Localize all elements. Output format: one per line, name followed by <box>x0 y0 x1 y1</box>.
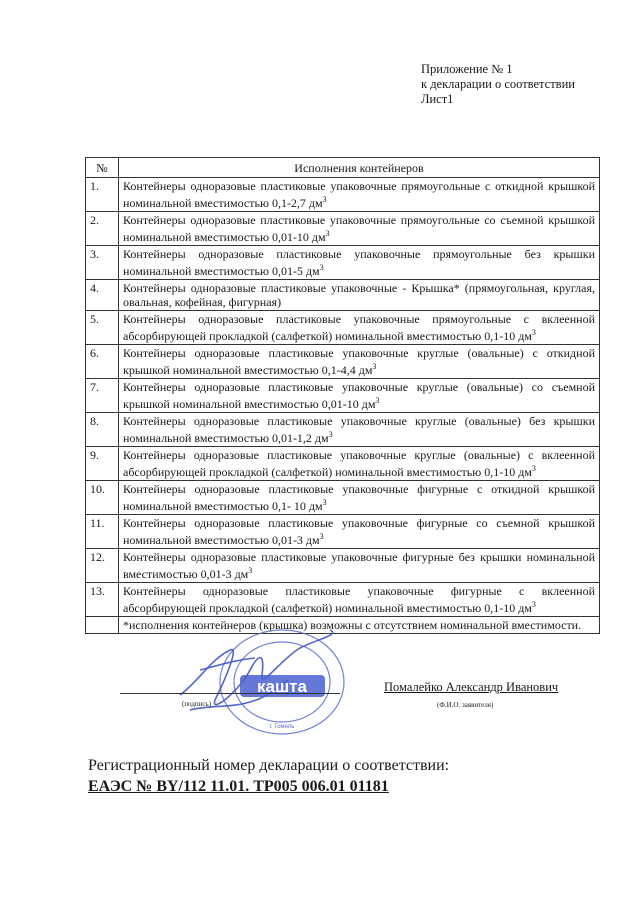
row-description-text: Контейнеры одноразовые пластиковые упаковочные прямоугольные без крышки номинальной вместимостью 0,01-5 дм <box>123 247 595 278</box>
row-number: 2. <box>86 212 119 246</box>
appendix-title: Приложение № 1 <box>421 62 513 76</box>
signature-caption: (подпись) <box>182 700 212 708</box>
sheet-label: Лист1 <box>421 92 454 106</box>
row-number: 3. <box>86 246 119 280</box>
row-description-text: Контейнеры одноразовые пластиковые упаковочные круглые (овальные) с откидной крышкой номинальной вместимостью 0,1-4,4 дм <box>123 346 595 377</box>
row-number: 4. <box>86 280 119 311</box>
unit-exponent: 3 <box>325 229 330 238</box>
table-row <box>86 515 600 549</box>
table-row <box>86 549 600 583</box>
row-number: 7. <box>86 379 119 413</box>
unit-exponent: 3 <box>248 566 253 575</box>
row-description <box>119 345 600 379</box>
unit-exponent: 3 <box>319 532 324 541</box>
table-row <box>86 246 600 280</box>
table-row <box>86 280 600 311</box>
unit-exponent: 3 <box>322 195 327 204</box>
row-description <box>119 280 600 311</box>
table-row <box>86 481 600 515</box>
row-number: 10. <box>86 481 119 515</box>
row-number: 5. <box>86 311 119 345</box>
registration-number: ЕАЭС № BY/112 11.01. ТР005 006.01 01181 <box>88 778 389 795</box>
appendix-subtitle: к декларации о соответствии <box>421 77 575 91</box>
row-description <box>119 413 600 447</box>
table-row <box>86 413 600 447</box>
column-header-number: № <box>86 158 119 178</box>
appendix-header <box>421 62 575 107</box>
table-row <box>86 447 600 481</box>
unit-exponent: 3 <box>531 464 536 473</box>
unit-exponent: 3 <box>328 430 333 439</box>
row-number <box>86 617 119 634</box>
row-description-text: Контейнеры одноразовые пластиковые упаковочные фигурные без крышки номинальной вместимостью 0,01-3 дм <box>123 550 595 581</box>
stamp-logo-text: кашта <box>257 677 307 696</box>
row-description-text: Контейнеры одноразовые пластиковые упаковочные круглые (овальные) со съемной крышкой номинальной вместимостью 0,01-10 дм <box>123 380 595 411</box>
handwritten-signature <box>180 630 333 710</box>
row-description <box>119 178 600 212</box>
row-number: 1. <box>86 178 119 212</box>
row-description-text: Контейнеры одноразовые пластиковые упаковочные - Крышка* (прямоугольная, круглая, овальная, кофейная, фигурная) <box>123 281 595 309</box>
row-description <box>119 311 600 345</box>
row-description <box>119 549 600 583</box>
row-number: 6. <box>86 345 119 379</box>
row-description <box>119 583 600 617</box>
row-number: 8. <box>86 413 119 447</box>
row-description-text: Контейнеры одноразовые пластиковые упаковочные прямоугольные со съемной крышкой номинальной вместимостью 0,01-10 дм <box>123 213 595 244</box>
table-header-row <box>86 158 600 178</box>
unit-exponent: 3 <box>531 600 536 609</box>
containers-table <box>85 157 600 634</box>
row-description-text: *исполнения контейнеров (крышка) возможны с отсутствием номинальной вместимости. <box>123 618 582 632</box>
signer-name: Помалейко Александр Иванович <box>384 680 559 694</box>
unit-exponent: 3 <box>531 328 536 337</box>
row-description-text: Контейнеры одноразовые пластиковые упаковочные фигурные с откидной крышкой номинальной вместимостью 0,1- 10 дм <box>123 482 595 513</box>
row-description-text: Контейнеры одноразовые пластиковые упаковочные фигурные со съемной крышкой номинальной вместимостью 0,01-3 дм <box>123 516 595 547</box>
row-description-text: Контейнеры одноразовые пластиковые упаковочные фигурные с вклеенной абсорбирующей прокладкой (салфеткой) номинальной вместимостью 0,1-10 дм <box>123 584 595 615</box>
column-header-description: Исполнения контейнеров <box>119 158 600 178</box>
table-row <box>86 311 600 345</box>
row-description-text: Контейнеры одноразовые пластиковые упаковочные прямоугольные с откидной крышкой номинальной вместимостью 0,1-2,7 дм <box>123 179 595 210</box>
unit-exponent: 3 <box>372 362 377 371</box>
row-number: 12. <box>86 549 119 583</box>
table-row <box>86 178 600 212</box>
row-description <box>119 447 600 481</box>
registration-label: Регистрационный номер декларации о соответствии: <box>88 757 450 774</box>
row-description <box>119 212 600 246</box>
stamp-city-text: г. Гомель <box>269 724 295 730</box>
unit-exponent: 3 <box>319 263 324 272</box>
table-row <box>86 379 600 413</box>
table-row <box>86 345 600 379</box>
table-row <box>86 583 600 617</box>
row-description <box>119 515 600 549</box>
row-description <box>119 379 600 413</box>
row-description <box>119 481 600 515</box>
signer-caption: (Ф.И.О. заявителя) <box>437 701 494 709</box>
unit-exponent: 3 <box>375 396 380 405</box>
row-description <box>119 246 600 280</box>
unit-exponent: 3 <box>322 498 327 507</box>
row-description-text: Контейнеры одноразовые пластиковые упаковочные прямоугольные с вклеенной абсорбирующей прокладкой (салфеткой) номинальной вместимостью 0,1-10 дм <box>123 312 595 343</box>
company-stamp <box>170 620 390 740</box>
row-description-text: Контейнеры одноразовые пластиковые упаковочные круглые (овальные) без крышки номинальной вместимостью 0,01-1,2 дм <box>123 414 595 445</box>
row-number: 13. <box>86 583 119 617</box>
row-number: 9. <box>86 447 119 481</box>
row-description-text: Контейнеры одноразовые пластиковые упаковочные круглые (овальные) с вклеенной абсорбирующей прокладкой (салфеткой) номинальной вместимостью 0,1-10 дм <box>123 448 595 479</box>
row-number: 11. <box>86 515 119 549</box>
signature-line <box>120 693 340 694</box>
table-row <box>86 212 600 246</box>
